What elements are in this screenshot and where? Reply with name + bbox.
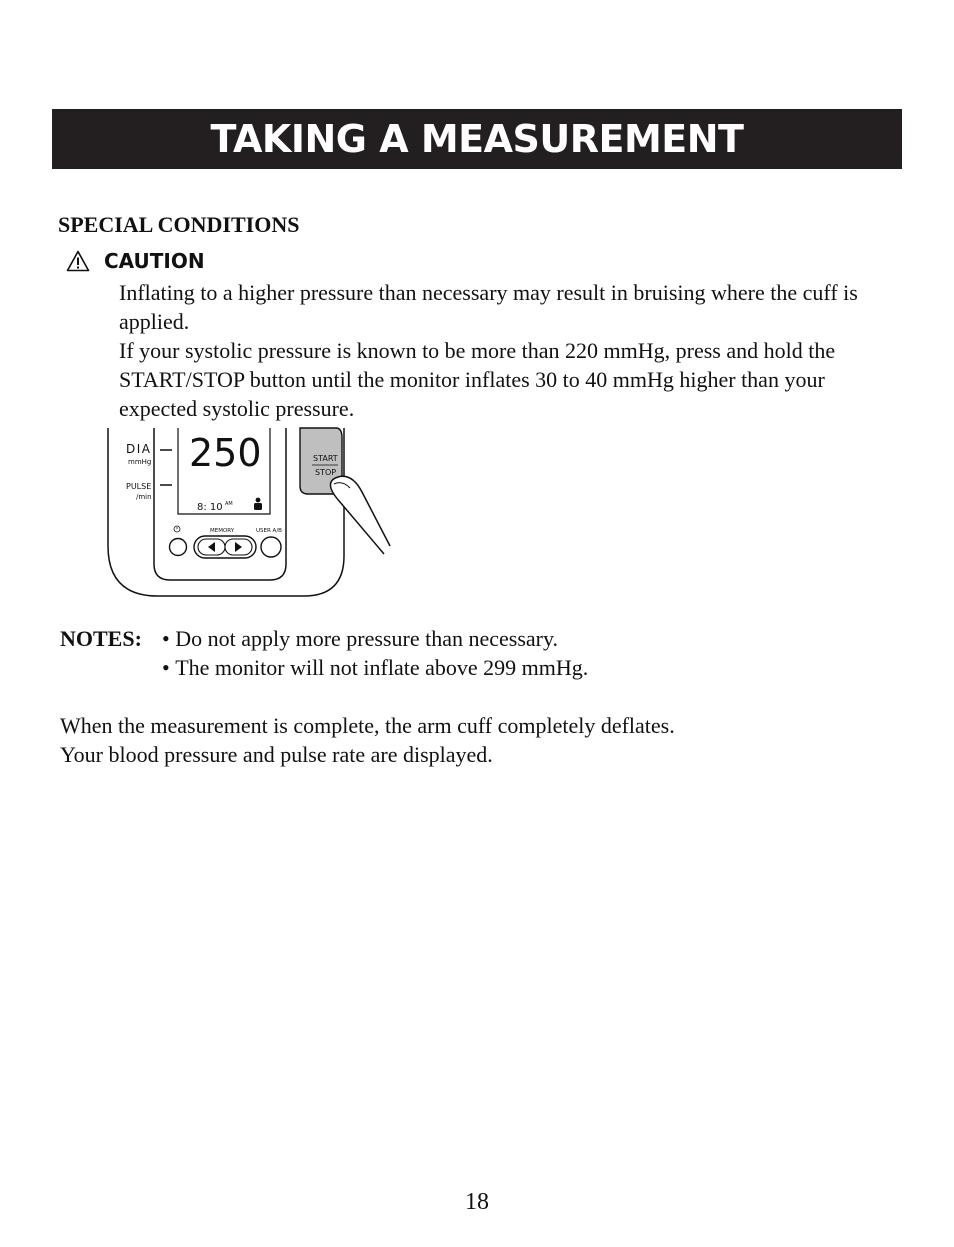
lcd-reading: 250 xyxy=(189,431,262,475)
per-min-label: /min xyxy=(136,493,152,501)
lcd-time: 8: 10 xyxy=(197,502,223,513)
dia-label: DIA xyxy=(126,442,152,456)
am-label: AM xyxy=(225,501,233,507)
title-banner xyxy=(52,109,902,169)
summary-line: When the measurement is complete, the arm cuff completely deflates. xyxy=(60,713,675,738)
monitor-illustration xyxy=(56,426,416,606)
right-arrow-icon xyxy=(235,542,242,552)
note-item: • Do not apply more pressure than necessary. xyxy=(162,624,588,653)
caution-text xyxy=(119,278,879,423)
memory-button[interactable] xyxy=(194,536,256,558)
page-number: 18 xyxy=(465,1189,489,1215)
finger-icon xyxy=(330,476,390,554)
clock-button[interactable] xyxy=(170,539,187,556)
left-arrow-icon xyxy=(208,542,215,552)
user-button[interactable] xyxy=(261,537,281,557)
section-heading: SPECIAL CONDITIONS xyxy=(58,212,300,237)
mmhg-label: mmHg xyxy=(128,458,152,466)
summary-line: Your blood pressure and pulse rate are displayed. xyxy=(60,742,493,767)
notes-list xyxy=(162,624,588,682)
stop-label: STOP xyxy=(315,468,337,477)
start-label: START xyxy=(313,454,338,463)
caution-header xyxy=(66,249,205,273)
note-item: • The monitor will not inflate above 299 mmHg. xyxy=(162,653,588,682)
page-title: TAKING A MEASUREMENT xyxy=(210,117,744,161)
pulse-label: PULSE xyxy=(126,482,152,491)
caution-label: CAUTION xyxy=(104,249,205,273)
clock-icon xyxy=(174,526,180,532)
user-ab-label: USER A/B xyxy=(256,528,282,534)
caution-paragraph: Inflating to a higher pressure than necessary may result in bruising where the cuff is applied. xyxy=(119,280,858,334)
user-icon xyxy=(254,498,262,510)
notes-section xyxy=(60,624,588,682)
memory-label: MEMORY xyxy=(210,528,235,534)
completion-text xyxy=(60,711,675,769)
warning-triangle-icon xyxy=(66,250,90,272)
notes-label: NOTES: xyxy=(60,626,142,651)
caution-paragraph: If your systolic pressure is known to be more than 220 mmHg, press and hold the START/STOP button until the monitor inflates 30 to 40 mmHg higher than your expected systolic pressure. xyxy=(119,338,836,421)
